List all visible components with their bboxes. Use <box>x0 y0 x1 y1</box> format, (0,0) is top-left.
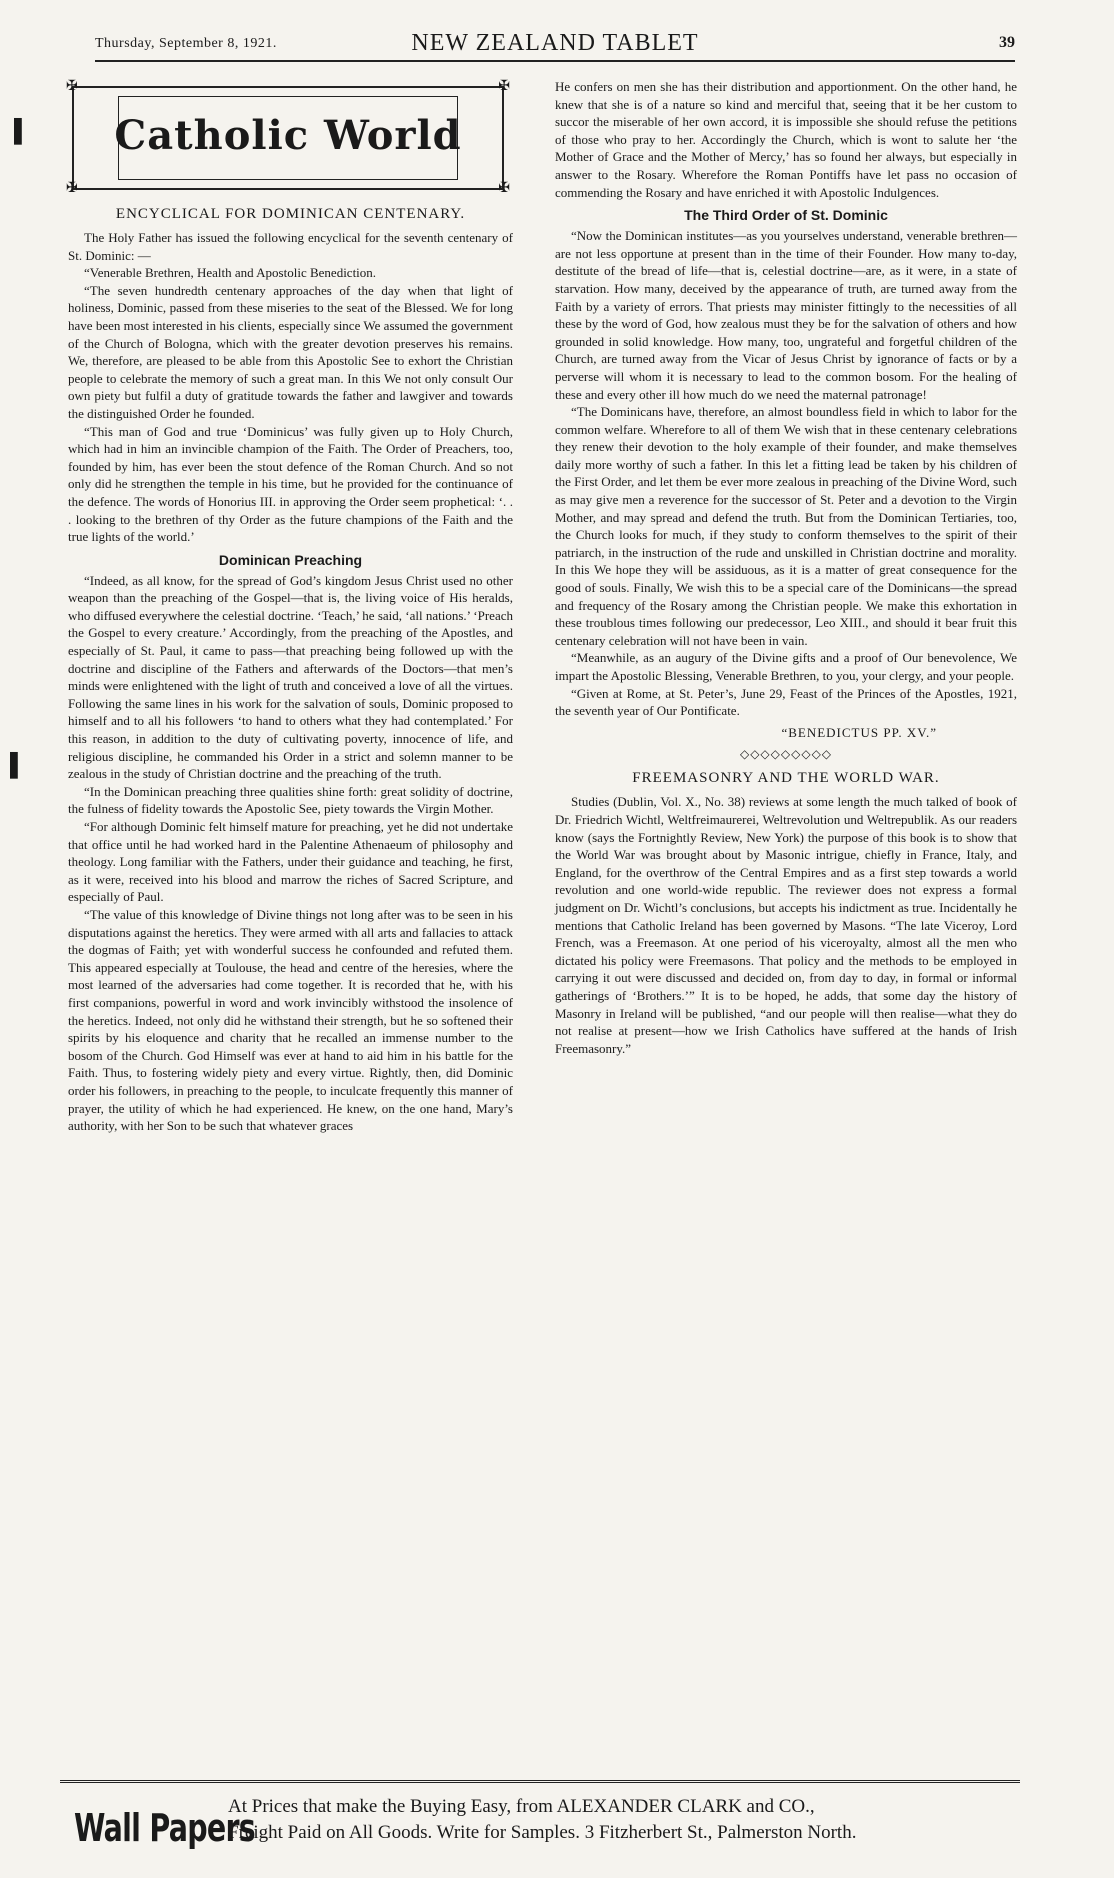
paragraph: He confers on men she has their distribution and apportionment. On the other hand, he knew that she is of a nature so kind and merciful that, seeing that it be her custom to succor the miserable of her own accord, it is impossible she should refuse the petitions of those who pray to her. Accordingly the Church, which is wont to salute her ‘the Mother of Grace and the Mother of Mercy,’ has so found her always, but especially in answer to the Rosary. Wherefore the Roman Pontiffs have let pass no occasion of commending the Rosary and have enriched it with Apostolic Indulgences. <box>555 79 1017 200</box>
ad-headline: Wall Papers <box>74 1806 255 1850</box>
paragraph: “Now the Dominican institutes—as you yourselves understand, venerable brethren—are not less opportune at present than in the time of their Founder. How many to-day, destitute of the bread of life—that is, celestial doctrine—are, as it were, in a state of starvation. How many, deceived by the appearance of truth, are turned away from the Faith by a variety of errors. That priests may minister fittingly to the necessities of all these by the word of God, how zealous must they be for the salvation of others and how grounded in solid knowledge. How many, too, ungrateful and forgetful children of the Church, are turned away from the Vicar of Jesus Christ by ignorance of facts or by a perverse will whom it is necessary to lead to the common bosom. For the healing of these and every other ill how much do we need the maternal patronage! <box>555 228 1017 402</box>
left-column <box>68 78 513 1135</box>
page-number: 39 <box>999 34 1015 51</box>
paragraph: “For although Dominic felt himself mature for preaching, yet he did not undertake that office until he had worked hard in the Palentine Athenaeum of philosophy and theology. Long familiar with the Fathers, under their guidance and teaching, he first, as it were, received into his blood and marrow the riches of Sacred Scripture, and especially of Paul. <box>68 819 513 905</box>
paragraph: “Indeed, as all know, for the spread of God’s kingdom Jesus Christ used no other weapon than the preaching of the Gospel—that is, the living voice of His heralds, who diffused everywhere the celestial doctrine. ‘Teach,’ he said, ‘all nations.’ ‘Preach the Gospel to every creature.’ Accordingly, from the preaching of the Apostles, and especially of St. Paul, it came to pass—that preaching being followed up with the doctrine and discipline of the Fathers and afterwards of the Doctors—that men’s minds were enlightened with the light of truth and conceived a love of all the virtues. Following the same lines in his work for the salvation of souls, Dominic proposed to himself and to all his followers ‘to hand to others what they had contemplated.’ For this reason, in addition to the duty of cultivating poverty, innocence of life, and religious discipline, he commanded his Order in a strict and solemn manner to be zealous in the study of Christian doctrine and the preaching of the truth. <box>68 572 513 782</box>
paragraph: “In the Dominican preaching three qualities shine forth: great solidity of doctrine, the fulness of fidelity towards the Apostolic See, piety towards the Virgin Mother. <box>68 783 513 817</box>
margin-mark: ▌ <box>14 118 30 143</box>
cross-ornament-icon: ✠ <box>66 181 78 196</box>
cross-ornament-icon: ✠ <box>498 79 510 94</box>
paragraph: Studies (Dublin, Vol. X., No. 38) reviews at some length the much talked of book of Dr. Friedrich Wichtl, Weltfreimaurerei, Weltrevolution und Weltrepublik. As our readers know (says the Fortnightly Review, New York) the purpose of this book is to show that the World War was brought about by Masonic intrigue, chiefly in France, Italy, and England, for the overthrow of the Central Empires and as a first step towards a world revolution and one world-wide republic. The reviewer does not express a formal judgment on Dr. Wichtl’s conclusions, but accepts his indictment as true. Incidentally he mentions that Catholic Ireland has been governed by Masons. “The late Viceroy, Lord French, was a Freemason. At one period of his viceroyalty, almost all the men who dictated his policy were Freemasons. That policy and the methods to be employed in carrying it out were discussed and decided on, from day to day, in formal or informal gatherings of ‘Brothers.’” It is to be hoped, he adds, that some day the history of Masonry in Ireland will be published, “and our people will then realise—what they do not realise at present—how we Irish Catholics have suffered at the hands of Irish Freemasonry.” <box>555 794 1017 1056</box>
paragraph: “The value of this knowledge of Divine things not long after was to be seen in his disputations against the heretics. They were armed with all arts and fallacies to attack the dogmas of Faith; yet with wonderful success he confounded and refuted them. This appeared especially at Toulouse, the head and centre of the heresies, where the most learned of the adversaries had come together. It is recorded that he, with his first companions, powerful in word and work invincibly withstood the insolence of the heretics. Indeed, not only did he withstand their strength, but he so softened their spirits by his eloquence and charity that he recalled an immense number to the bosom of the Church. God Himself was ever at hand to aid him in his battle for the Faith. Thus, to fostering widely piety and every virtue. Rightly, then, did Dominic order his followers, in preaching to the people, to inculcate frequently this manner of prayer, the utility of which he had experienced. He knew, on the one hand, Mary’s authority, with her Son to be such that whatever graces <box>68 906 513 1134</box>
margin-mark: ▌ <box>10 752 26 777</box>
paragraph: “The seven hundredth centenary approaches of the day when that light of holiness, Dominic, passed from these miseries to the seat of the Blessed. We for long have been most interested in his clients, especially since We assumed the government of the Church of Bologna, which with the greater devotion preserves his remains. We, therefore, are pleased to be able from this Apostolic See to exhort the Christian people to celebrate the memory of such a great man. In this We not only consult Our own piety but fulfil a duty of gratitude towards the father and lawgiver and towards the distinguished Order he founded. <box>68 282 513 421</box>
right-column <box>555 78 1017 1057</box>
paragraph: “Venerable Brethren, Health and Apostolic Benediction. <box>84 265 377 281</box>
section-banner <box>68 78 508 198</box>
advertisement <box>60 1792 1020 1862</box>
ad-line: At Prices that make the Buying Easy, from ALEXANDER CLARK and CO., <box>228 1796 815 1817</box>
signature-line: “BENEDICTUS PP. XV.” <box>781 724 937 740</box>
issue-date: Thursday, September 8, 1921. <box>95 36 277 51</box>
article-heading: ENCYCLICAL FOR DOMINICAN CENTENARY. <box>115 206 466 222</box>
subheading: The Third Order of St. Dominic <box>684 207 888 224</box>
paragraph: The Holy Father has issued the following encyclical for the seventh centenary of St. Dominic: — <box>68 230 513 263</box>
ad-line: Freight Paid on All Goods. Write for Samples. 3 Fitzherbert St., Palmerston North. <box>228 1822 857 1843</box>
publication-title: NEW ZEALAND TABLET <box>411 30 699 56</box>
paragraph: “Given at Rome, at St. Peter’s, June 29, Feast of the Princes of the Apostles, 1921, the seventh year of Our Pontificate. <box>555 685 1017 719</box>
paragraph: “Meanwhile, as an augury of the Divine gifts and a proof of Our benevolence, We impart the Apostolic Blessing, Venerable Brethren, to you, your clergy, and your people. <box>555 650 1017 683</box>
cross-ornament-icon: ✠ <box>498 181 510 196</box>
cross-ornament-icon: ✠ <box>66 79 78 94</box>
paragraph: “This man of God and true ‘Dominicus’ was fully given up to Holy Church, which had in him an invincible champion of the Faith. The Order of Preachers, too, founded by him, has ever been the stout defence of the Roman Church. And so not only did he strengthen the temple in his time, but he provided for the continuance of the defence. The words of Honorius III. in approving the Order seem prophetical: ‘. . . looking to the brethren of thy Order as the future champions of the Faith and the true lights of the world.’ <box>68 423 513 545</box>
diamond-divider-icon: ◇◇◇◇◇◇◇◇◇ <box>739 747 833 762</box>
footer-rule <box>60 1780 1020 1783</box>
subheading: Dominican Preaching <box>218 551 363 568</box>
article-heading: FREEMASONRY AND THE WORLD WAR. <box>632 770 940 787</box>
section-title: Catholic World <box>114 112 462 159</box>
paragraph: “The Dominicans have, therefore, an almost boundless field in which to labor for the common welfare. Wherefore to all of them We wish that in these centenary celebrations they renew their devotion to the holy example of their founder, and make themselves daily more worthy of such a father. In this let a fitting lead be taken by his children of the First Order, and let them be ever more zealous in preaching of the Divine Word, such as may give men a reverence for the successor of St. Peter and a devotion to the Virgin Mother, and may spread and defend the truth. But from the Dominican Tertiaries, too, the Church looks for much, if they study to conform themselves to the spirit of their patriarch, in the instruction of the rude and unskilled in Christian doctrine and morality. In this We hope they will be assiduous, as it is a matter of great consequence for the good of souls. Finally, We wish this to be a special care of the Dominicans—the spread and frequency of the Rosary among the Christian people. We make this exhortation in these troublous times following our predecessor, Leo XIII., and should it bear fruit this centenary celebration will not have been in vain. <box>555 404 1017 648</box>
page-header <box>95 30 1015 62</box>
